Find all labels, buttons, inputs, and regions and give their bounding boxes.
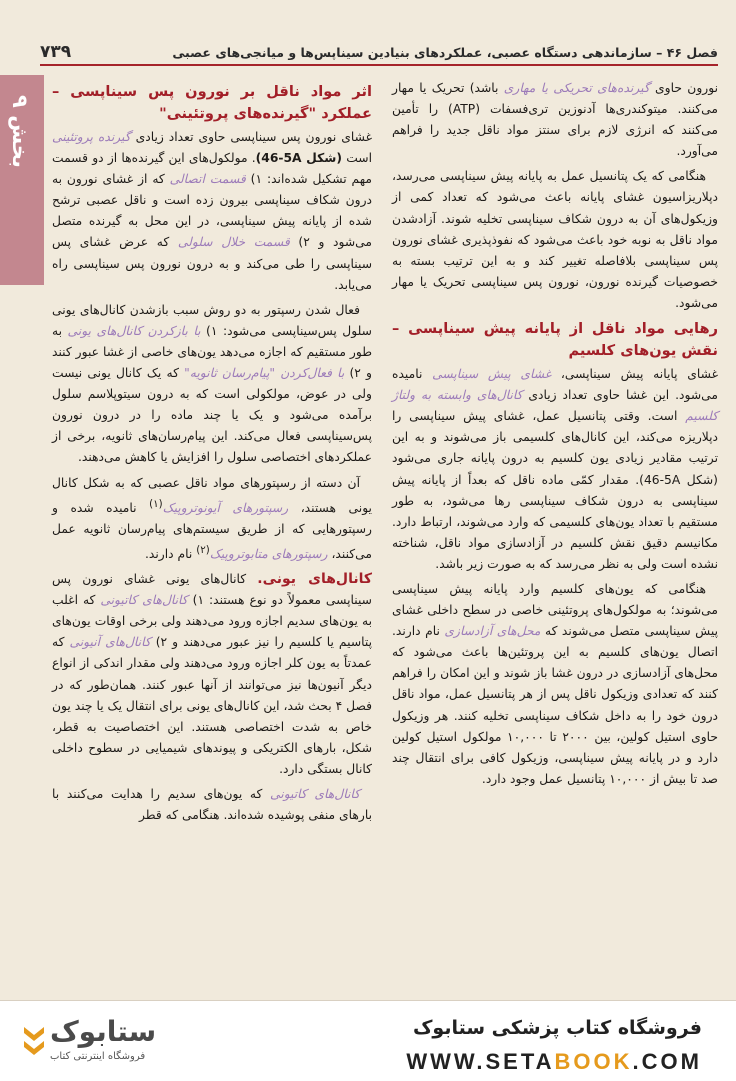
term: گیرنده‌های تحریکی یا مهاری xyxy=(503,81,650,95)
logo-text: ستابوک xyxy=(50,1015,157,1048)
term: رسپتورهای آیونوتروپیک xyxy=(162,500,289,515)
page-header xyxy=(40,40,718,66)
term: با بازکردن کانال‌های یونی xyxy=(67,323,201,338)
chapter-title: فصل ۴۶ – سازماندهی دستگاه عصبی، عملکردهای بنیادین سیناپس‌ها و میانجی‌های عصبی xyxy=(172,44,718,60)
paragraph: کانال‌های یونی. کانال‌های یونی غشای نورون پس سیناپسی معمولاً دو نوع هستند: ۱) کانال‌های کاتیونی که اغلب به یون‌های سدیم اجازه ورود می‌دهند ولی برخی اوقات یون‌های پتاسیم یا کلسیم را نیز عبور می‌دهند و ۲) کانال‌های آنیونی که عمدتاً به یون کلر اجازه ورود می‌دهند ولی مقدار اندکی از انواع دیگر آنیون‌ها نیز می‌توانند از آنها عبور کنند. همان‌طور که در فصل ۴ بحث شد، این کانال‌های یونی برای انتقال یک یا چند یون خاص به شدت اختصاصی هستند. این اختصاصیت به قطر، شکل، بارهای الکتریکی و پیوندهای شیمیایی در سطوح داخلی کانال بستگی دارد. xyxy=(52,571,373,776)
page-number: ۷۳۹ xyxy=(40,42,72,62)
setabook-logo xyxy=(20,1013,280,1071)
subheading: کانال‌های یونی. xyxy=(257,571,372,588)
paragraph: نورون حاوی گیرنده‌های تحریکی یا مهاری باشد) تحریک یا مهار می‌کنند. میتوکندری‌ها آدنوزین تری‌فسفات (ATP) را تأمین می‌کنند که انرژی لازم برای سنتز مواد ناقل جدید را فراهم می‌آورد. xyxy=(392,81,718,159)
figure-ref: (شکل ‎46-5A‎) xyxy=(255,151,342,166)
term: گیرنده‌ پروتئینی xyxy=(52,130,131,144)
logo-subtitle: فروشگاه اینترنتی کتاب xyxy=(50,1051,146,1062)
term: کانال‌های آنیونی xyxy=(69,635,151,650)
term: غشای پیش سیناپسی xyxy=(432,367,552,382)
paragraph: آن دسته از رسپتورهای مواد ناقل عصبی که به شکل کانال یونی هستند، رسپتورهای آیونوتروپیک$^{(۱)}$ نامیده شده و رسپتورهایی که از طریق سیستم‌های پیام‌رسان ثانویه عمل می‌کنند، رسپتورهای متابوتروپیک$^{(۲)}$ نام دارند. xyxy=(52,475,372,561)
right-column xyxy=(392,78,718,794)
store-title: فروشگاه کتاب پزشکی ستابوک xyxy=(412,1017,702,1039)
left-column xyxy=(52,78,372,830)
term: کانال‌های کاتیونی xyxy=(100,593,188,608)
paragraph: غشای پایانه پیش سیناپسی، غشای پیش سیناپسی نامیده می‌شود. این غشا حاوی تعداد زیادی کانال‌های وابسته به ولتاژ کلسیم است. وقتی پتانسیل عمل، غشای پیش سیناپسی را دپلاریزه می‌کند، این کانال‌های کلسیمی باز می‌شوند و به این ترتیب مقادیر زیادی یون کلسیم به درون پایانه جاری می‌شود (شکل ‎46-5A‎). مقدار کمّی ماده ناقل که بعداً از پایانه پیش سیناپسی به درون شکاف سیناپسی رها می‌شود، به طور مستقیم با تعداد یون‌های کلسیمی که وارد می‌شوند، ارتباط دارد. مکانیسم دقیق نقش کلسیم در آزادسازی مواد ناقل، شناخته نشده است ولی به نظر می‌رسد که به صورت زیر باشد. xyxy=(392,367,719,571)
paragraph: کانال‌های کاتیونی که یون‌های سدیم را هدایت می‌کنند با بارهای منفی پوشیده شده‌اند. هنگامی که قطر xyxy=(52,787,372,823)
term: کانال‌های وابسته به ولتاژ کلسیم xyxy=(392,388,718,424)
term: با فعال‌کردن "پیام‌رسان ثانویه" xyxy=(184,366,345,381)
term: کانال‌های کاتیونی xyxy=(270,787,360,801)
section-heading: رهایی مواد ناقل از پایانه پیش سیناپسی – نقش یون‌های کلسیم xyxy=(392,320,718,360)
paragraph: غشای نورون پس سیناپسی حاوی تعداد زیادی گیرنده‌ پروتئینی است (شکل ‎46-5A‎). مولکول‌های این گیرنده‌ها از دو قسمت مهم تشکیل شده‌اند: ۱) قسمت اتصالی که از غشای نورون به درون شکاف سیناپسی بیرون زده است و ناقل عصبی ترشح شده از پایانه پیش سیناپسی، در این محل به گیرنده متصل می‌شود و ۲) قسمت خلال سلولی که عرض غشای پس سیناپسی را طی می‌کند و به درون نورون پس سیناپسی راه می‌یابد. xyxy=(52,130,372,292)
paragraph: فعال شدن رسپتور به دو روش سبب بازشدن کانال‌های یونی سلول پس‌سیناپسی می‌شود: ۱) با بازکردن کانال‌های یونی به طور مستقیم که اجازه می‌دهد یون‌های خاصی از غشا عبور کنند و ۲) با فعال‌کردن "پیام‌رسان ثانویه" که یک کانال یونی نیست ولی در عوض، مولکولی است که به درون سیتوپلاسم سلول برآمده می‌شود و یک یا چند ماده را در درون نورون پس‌سیناپسی فعال می‌کند. این پیام‌رسان‌های ثانویه، برخی از عملکردهای اختصاصی سلول را افزایش یا کاهش می‌دهند. xyxy=(52,302,372,465)
section-side-tab xyxy=(0,75,44,285)
term: محل‌های آزادسازی xyxy=(444,624,541,639)
logo-mark-icon xyxy=(20,1021,48,1061)
term: رسپتورهای متابوتروپیک xyxy=(209,546,328,561)
paragraph: هنگامی که یون‌های کلسیم وارد پایانه پیش سیناپسی می‌شوند؛ به مولکول‌های پروتئینی خاصی در سطح داخلی غشای پیش سیناپسی متصل می‌شوند که محل‌های آزادسازی نام دارند. اتصال یون‌های کلسیم به این پروتئین‌ها باعث می‌شود که محل‌های آزادسازی در درون غشا باز شوند و این امکان را فراهم کنند که تعدادی وزیکول ناقل پس از هر پتانسیل عمل، مواد ناقل درون خود را به داخل شکاف سیناپسی تخلیه کنند. هر وزیکول حاوی استیل کولین، بین ۲۰۰۰ تا ۱۰,۰۰۰ مولکول استیل کولین دارد و در پایانه پیش سیناپسی، وزیکول کافی برای انتقال چند صد تا بیش از ۱۰,۰۰۰ پتانسیل عمل وجود دارد. xyxy=(392,581,718,786)
paragraph: هنگامی که یک پتانسیل عمل به پایانه پیش سیناپسی می‌رسد، دپلاریزاسیون غشای پایانه باعث می‌شود که تعداد کمی از وزیکول‌های آن به درون شکاف سیناپسی تخلیه شوند. آزادشدن مواد ناقل به نوبه خود باعث می‌شود که نفوذپذیری غشای نورون پس سیناپسی بلافاصله تغییر کند و به این ترتیب بسته به خصوصیات گیرنده نورون، نورون پس سیناپسی تحریک یا مهار می‌شود. xyxy=(392,169,718,310)
term: قسمت خلال سلولی xyxy=(177,235,290,250)
store-footer-banner xyxy=(0,1000,736,1081)
section-label: بخش ۹ xyxy=(8,95,32,168)
section-heading: اثر مواد ناقل بر نورون پس سیناپسی – عملکرد "گیرنده‌های پروتئینی" xyxy=(52,83,372,122)
term: قسمت اتصالی xyxy=(169,172,246,187)
store-url[interactable]: WWW.SETABOOK.COM xyxy=(406,1049,702,1074)
